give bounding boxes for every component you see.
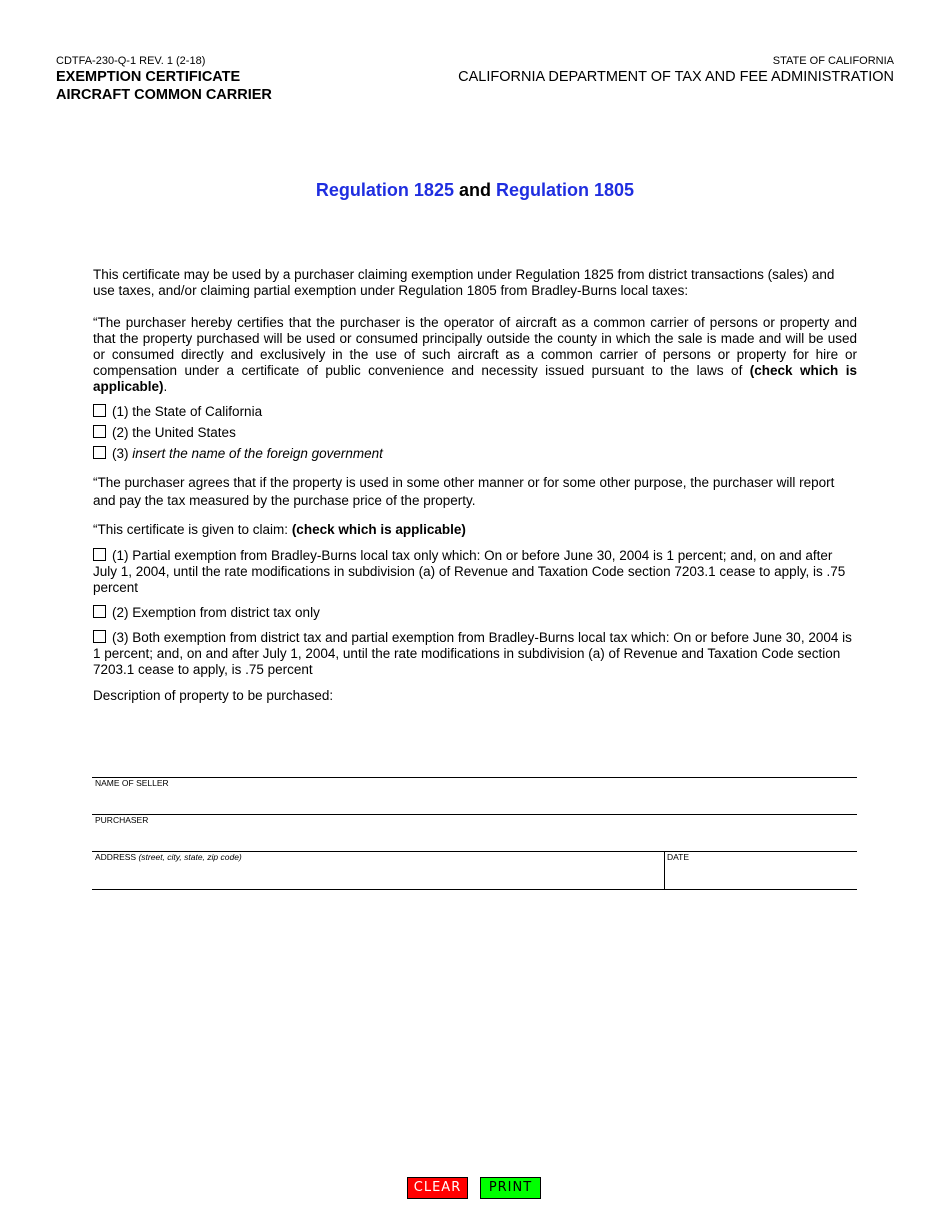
form-title-line1: EXEMPTION CERTIFICATE (56, 69, 241, 85)
clear-button[interactable]: CLEAR (407, 1177, 468, 1199)
certification-end: . (163, 379, 168, 394)
date-input[interactable] (667, 866, 859, 888)
laws-option-3-prefix: (3) (112, 446, 133, 461)
purchaser-input[interactable] (95, 829, 859, 851)
claim-option-3-checkbox[interactable] (93, 630, 106, 643)
address-label-text: ADDRESS (95, 852, 137, 862)
regulations-heading (0, 180, 950, 201)
laws-option-1-checkbox[interactable] (93, 404, 106, 417)
claim-option-2-label: (2) Exemption from district tax only (112, 605, 320, 620)
purchaser-line (92, 814, 857, 815)
date-label: DATE (667, 852, 690, 862)
form-title (56, 68, 272, 104)
state-label: STATE OF CALIFORNIA (772, 55, 894, 67)
description-input[interactable] (93, 708, 861, 770)
seller-label: NAME OF SELLER (95, 778, 169, 788)
description-label: Description of property to be purchased: (93, 688, 334, 703)
laws-option-3 (93, 446, 857, 462)
claim-option-1 (93, 548, 857, 596)
certification-check-note: (check which is applicable) (93, 363, 857, 394)
laws-option-2-label: (2) the United States (112, 425, 236, 440)
laws-option-3-checkbox[interactable] (93, 446, 106, 459)
address-input[interactable] (95, 866, 664, 888)
regulation-1805-link[interactable]: Regulation 1805 (496, 180, 635, 200)
regulation-1825-link[interactable]: Regulation 1825 (315, 180, 454, 200)
claim-option-2 (93, 605, 857, 621)
claim-intro (93, 522, 857, 538)
certification-paragraph (93, 315, 857, 395)
purchaser-label: PURCHASER (95, 815, 149, 825)
claim-option-2-checkbox[interactable] (93, 605, 106, 618)
date-divider (664, 852, 665, 889)
claim-option-1-checkbox[interactable] (93, 548, 106, 561)
certification-text: “The purchaser hereby certifies that the purchaser is the operator of aircraft as a common carrier of persons or property and that the property purchased will be used or consumed principally outside the county in which the sale is made and will be used or consumed directly and exclusively in the use of such aircraft as a common carrier of persons or property for hire or compensation under a certificate of public convenience and necessity issued pursuant to the laws of (93, 315, 857, 378)
form-number: CDTFA-230-Q-1 REV. 1 (2-18) (56, 55, 206, 67)
print-button[interactable]: PRINT (480, 1177, 541, 1199)
claim-text: “This certificate is given to claim: (93, 522, 292, 537)
department-name: CALIFORNIA DEPARTMENT OF TAX AND FEE ADMINISTRATION (458, 69, 894, 85)
seller-line (92, 777, 857, 778)
agreement-paragraph: “The purchaser agrees that if the property is used in some other manner or for some other purpose, the purchaser will report and pay the tax measured by the purchase price of the property. (93, 475, 835, 508)
intro-paragraph: This certificate may be used by a purchaser claiming exemption under Regulation 1825 from district transactions (sales) and use taxes, and/or claiming partial exemption under Regulation 1805 from Bradley-Burns local taxes: (93, 267, 835, 298)
claim-option-3 (93, 630, 857, 678)
address-label (95, 852, 242, 862)
claim-option-3-label: (3) Both exemption from district tax and partial exemption from Bradley-Burns local tax which: On or before June 30, 2004 is 1 percent; and, on and after July 1, 2004, until the rate modifications in subdivision (a) of Revenue and Taxation Code section 7203.1 cease to apply, is .75 percent (93, 630, 852, 677)
laws-option-2-checkbox[interactable] (93, 425, 106, 438)
laws-option-1 (93, 404, 857, 420)
laws-option-2 (93, 425, 857, 441)
claim-check-note: (check which is applicable) (291, 522, 466, 537)
form-title-line2: AIRCRAFT COMMON CARRIER (56, 87, 272, 103)
regulations-and: and (458, 180, 491, 200)
address-hint: (street, city, state, zip code) (138, 852, 242, 862)
seller-input[interactable] (95, 792, 859, 814)
laws-option-1-label: (1) the State of California (112, 404, 263, 419)
laws-option-3-label: insert the name of the foreign government (132, 446, 383, 461)
claim-option-1-label: (1) Partial exemption from Bradley-Burns local tax only which: On or before June 30, 2004 is 1 percent; and, on and after July 1, 2004, until the rate modifications in subdivision (a) of Revenue and Taxation Code section 7203.1 cease to apply, is .75 percent (93, 548, 846, 595)
bottom-line (92, 889, 857, 890)
